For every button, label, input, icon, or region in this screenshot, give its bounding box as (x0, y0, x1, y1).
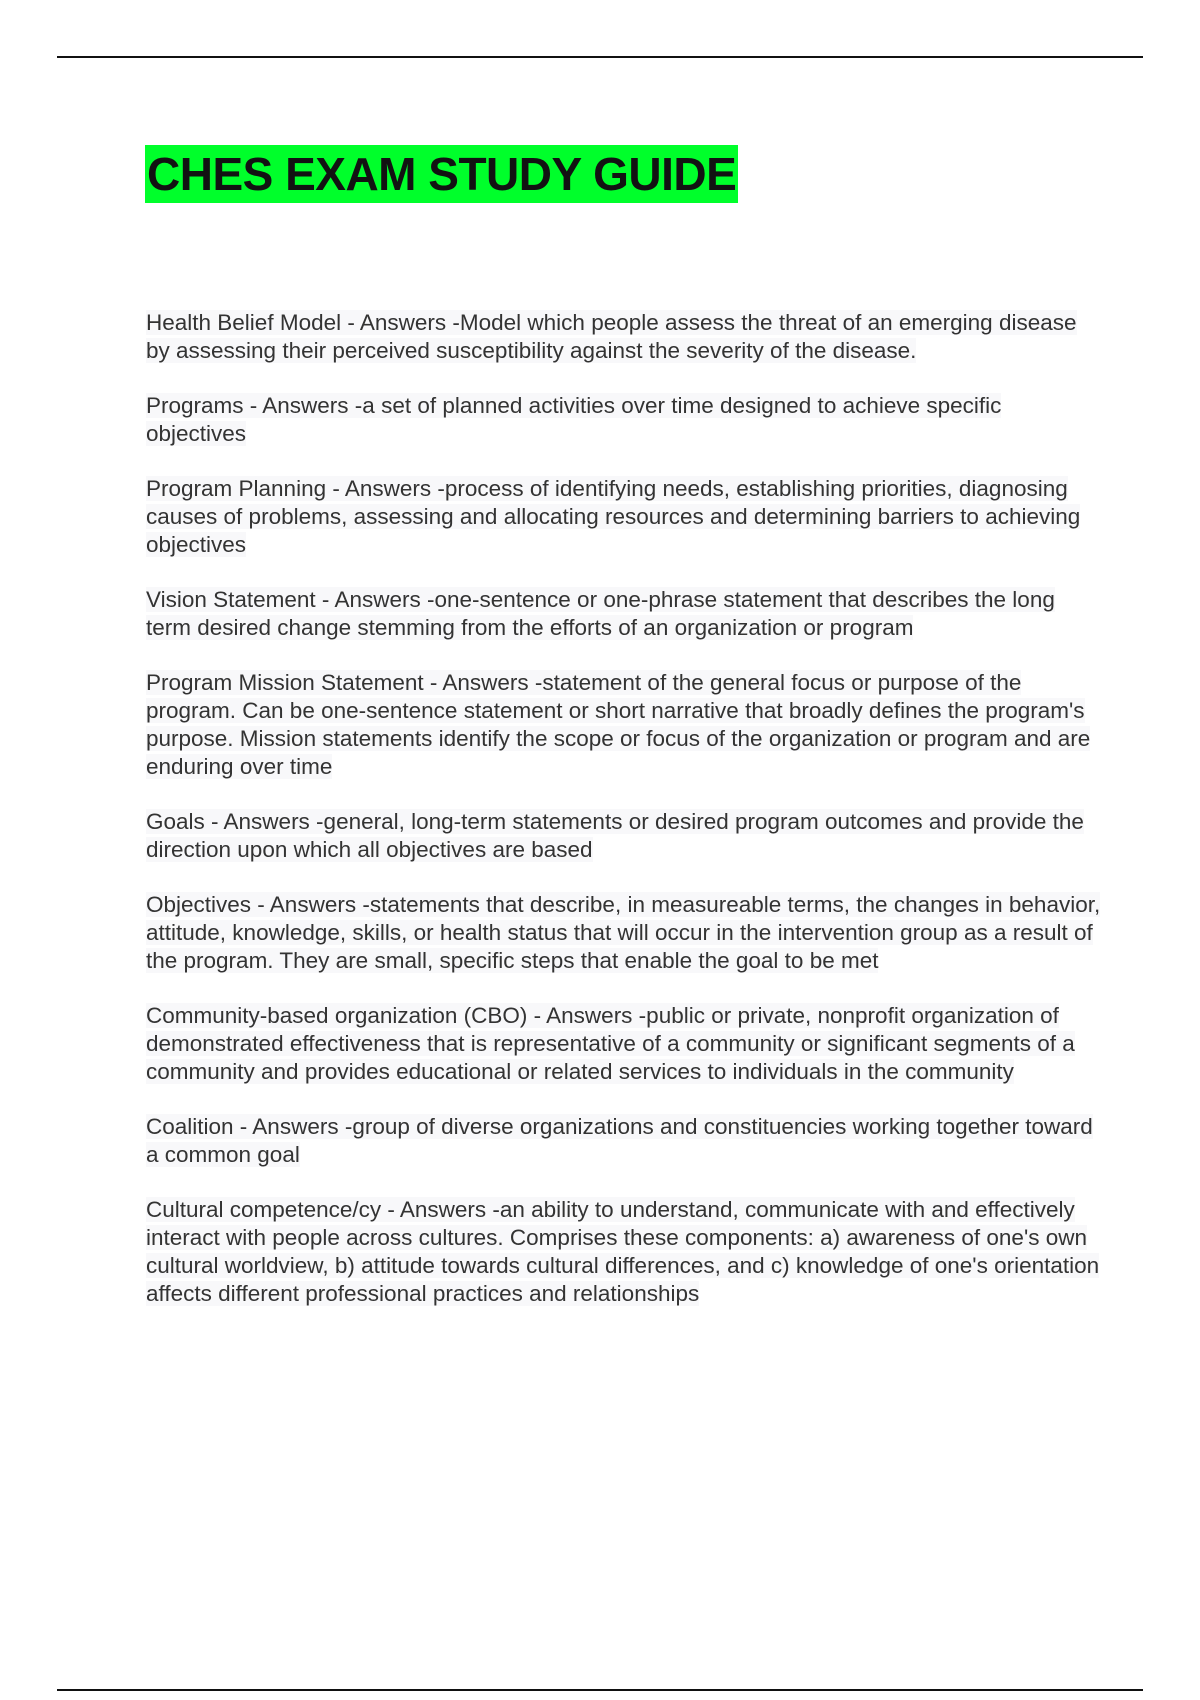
entry-text: Health Belief Model - Answers -Model which people assess the threat of an emerging disease by assessing their perceived susceptibility against the severity of the disease. (146, 310, 1077, 363)
list-item (146, 808, 1106, 864)
list-item (146, 1002, 1106, 1086)
document-title: CHES EXAM STUDY GUIDE (145, 145, 738, 203)
entry-text: Community-based organization (CBO) - Answers -public or private, nonprofit organization of demonstrated effectiveness that is representative of a community or significant segments of a community and provides educational or related services to individuals in the community (146, 1003, 1075, 1084)
list-item (146, 1196, 1106, 1308)
entry-text: Program Planning - Answers -process of identifying needs, establishing priorities, diagnosing causes of problems, assessing and allocating resources and determining barriers to achieving objectives (146, 476, 1081, 557)
entry-text: Objectives - Answers -statements that describe, in measureable terms, the changes in behavior, attitude, knowledge, skills, or health status that will occur in the intervention group as a result of the program. They are small, specific steps that enable the goal to be met (146, 892, 1101, 973)
entry-text: Program Mission Statement - Answers -statement of the general focus or purpose of the program. Can be one-sentence statement or short narrative that broadly defines the program's purpose. Mission statements identify the scope or focus of the organization or program and are enduring over time (146, 670, 1091, 779)
list-item (146, 309, 1106, 365)
list-item (146, 1113, 1106, 1169)
entry-text: Programs - Answers -a set of planned activities over time designed to achieve specific objectives (146, 393, 1002, 446)
top-divider (57, 56, 1143, 58)
bottom-divider (57, 1689, 1143, 1691)
list-item (146, 586, 1106, 642)
entry-list (146, 309, 1106, 1335)
entry-text: Coalition - Answers -group of diverse organizations and constituencies working together toward a common goal (146, 1114, 1093, 1167)
list-item (146, 669, 1106, 781)
entry-text: Goals - Answers -general, long-term statements or desired program outcomes and provide the direction upon which all objectives are based (146, 809, 1084, 862)
list-item (146, 891, 1106, 975)
list-item (146, 475, 1106, 559)
entry-text: Vision Statement - Answers -one-sentence or one-phrase statement that describes the long term desired change stemming from the efforts of an organization or program (146, 587, 1055, 640)
entry-text: Cultural competence/cy - Answers -an ability to understand, communicate with and effectively interact with people across cultures. Comprises these components: a) awareness of one's own cultural worldview, b) attitude towards cultural differences, and c) knowledge of one's orientation affects different professional practices and relationships (146, 1197, 1100, 1306)
list-item (146, 392, 1106, 448)
